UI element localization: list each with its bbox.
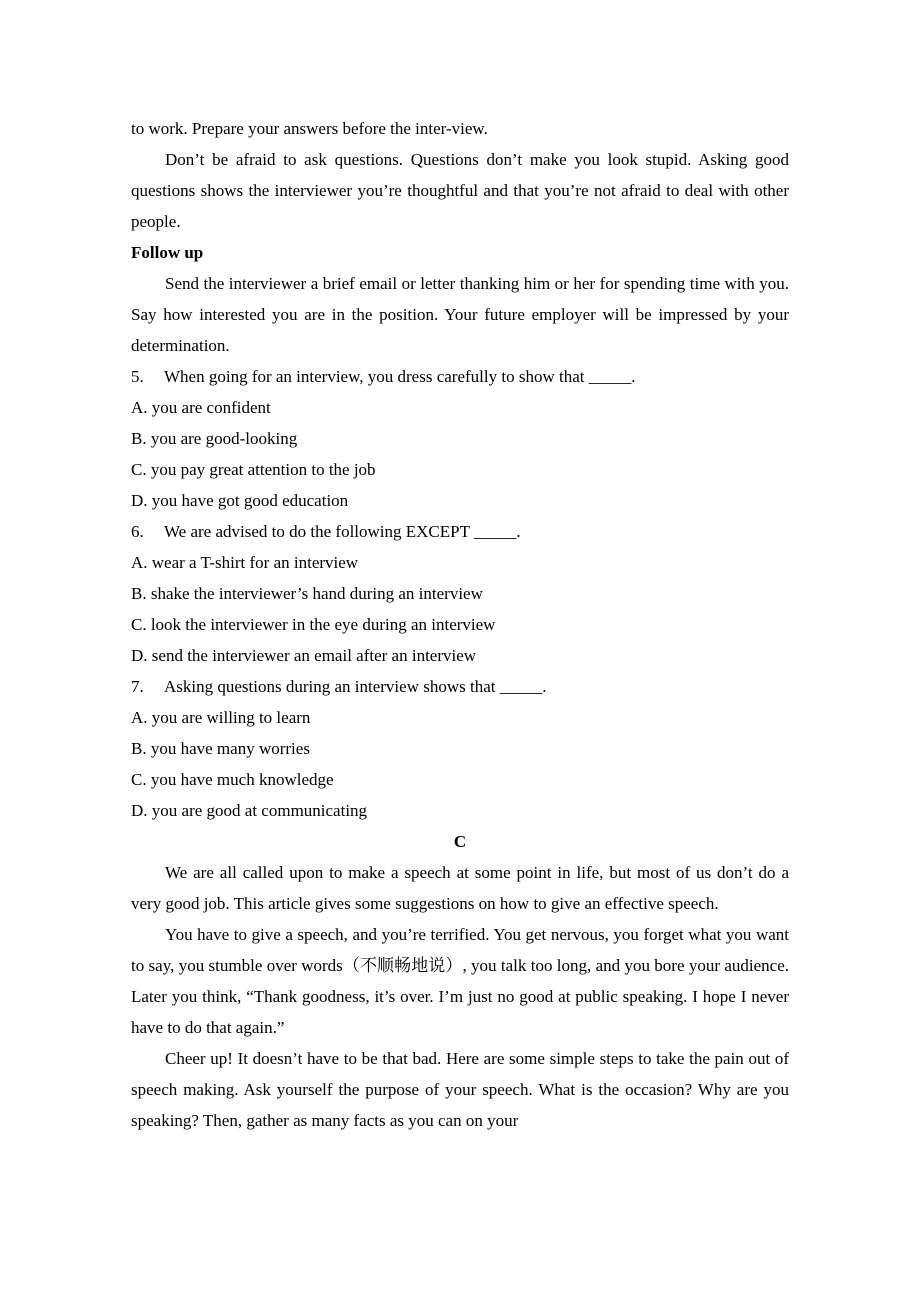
question-5	[131, 361, 789, 392]
section-c-paragraph-3: Cheer up! It doesn’t have to be that bad. Here are some simple steps to take the pain out of speech making. Ask yourself the purpose of your speech. What is the occasion? Why are you speaking? Then, gather as many facts as you can on your	[131, 1049, 789, 1130]
question-6	[131, 516, 789, 547]
paragraph-follow-up: Send the interviewer a brief email or letter thanking him or her for spending time with you. Say how interested you are in the position. Your future employer will be impressed by your determination.	[131, 274, 789, 355]
question-5-option-b: B. you are good-looking	[131, 429, 298, 448]
document-page	[131, 113, 789, 1136]
question-stem: When going for an interview, you dress carefully to show that _____.	[164, 367, 636, 386]
question-6-option-a: A. wear a T-shirt for an interview	[131, 553, 359, 572]
section-c-paragraph-2: You have to give a speech, and you’re terrified. You get nervous, you forget what you want to say, you stumble over words（不顺畅地说）, you talk too long, and you bore your audience. Later you think, “Thank goodness, it’s over. I’m just no good at public speaking. I hope I never have to do that again.”	[131, 925, 789, 1037]
question-number: 7.	[131, 677, 144, 696]
question-7-option-c: C. you have much knowledge	[131, 770, 334, 789]
paragraph-ask-questions: Don’t be afraid to ask questions. Questions don’t make you look stupid. Asking good questions shows the interviewer you’re thoughtful and that you’re not afraid to deal with other people.	[131, 150, 789, 231]
question-6-option-b: B. shake the interviewer’s hand during an interview	[131, 584, 483, 603]
paragraph-continued: to work. Prepare your answers before the inter-view.	[131, 119, 488, 138]
question-stem: We are advised to do the following EXCEPT _____.	[164, 522, 521, 541]
question-number: 5.	[131, 367, 144, 386]
question-6-option-d: D. send the interviewer an email after an interview	[131, 646, 477, 665]
question-6-option-c: C. look the interviewer in the eye during an interview	[131, 615, 496, 634]
question-5-option-c: C. you pay great attention to the job	[131, 460, 376, 479]
question-stem: Asking questions during an interview shows that _____.	[164, 677, 547, 696]
question-7-option-d: D. you are good at communicating	[131, 801, 368, 820]
section-c-paragraph-1: We are all called upon to make a speech at some point in life, but most of us don’t do a very good job. This article gives some suggestions on how to give an effective speech.	[131, 863, 789, 913]
follow-up-heading: Follow up	[131, 243, 204, 262]
question-7-option-b: B. you have many worries	[131, 739, 310, 758]
question-5-option-a: A. you are confident	[131, 398, 271, 417]
question-number: 6.	[131, 522, 144, 541]
question-7-option-a: A. you are willing to learn	[131, 708, 311, 727]
question-5-option-d: D. you have got good education	[131, 491, 349, 510]
question-7	[131, 671, 789, 702]
section-c-heading: C	[453, 832, 467, 851]
